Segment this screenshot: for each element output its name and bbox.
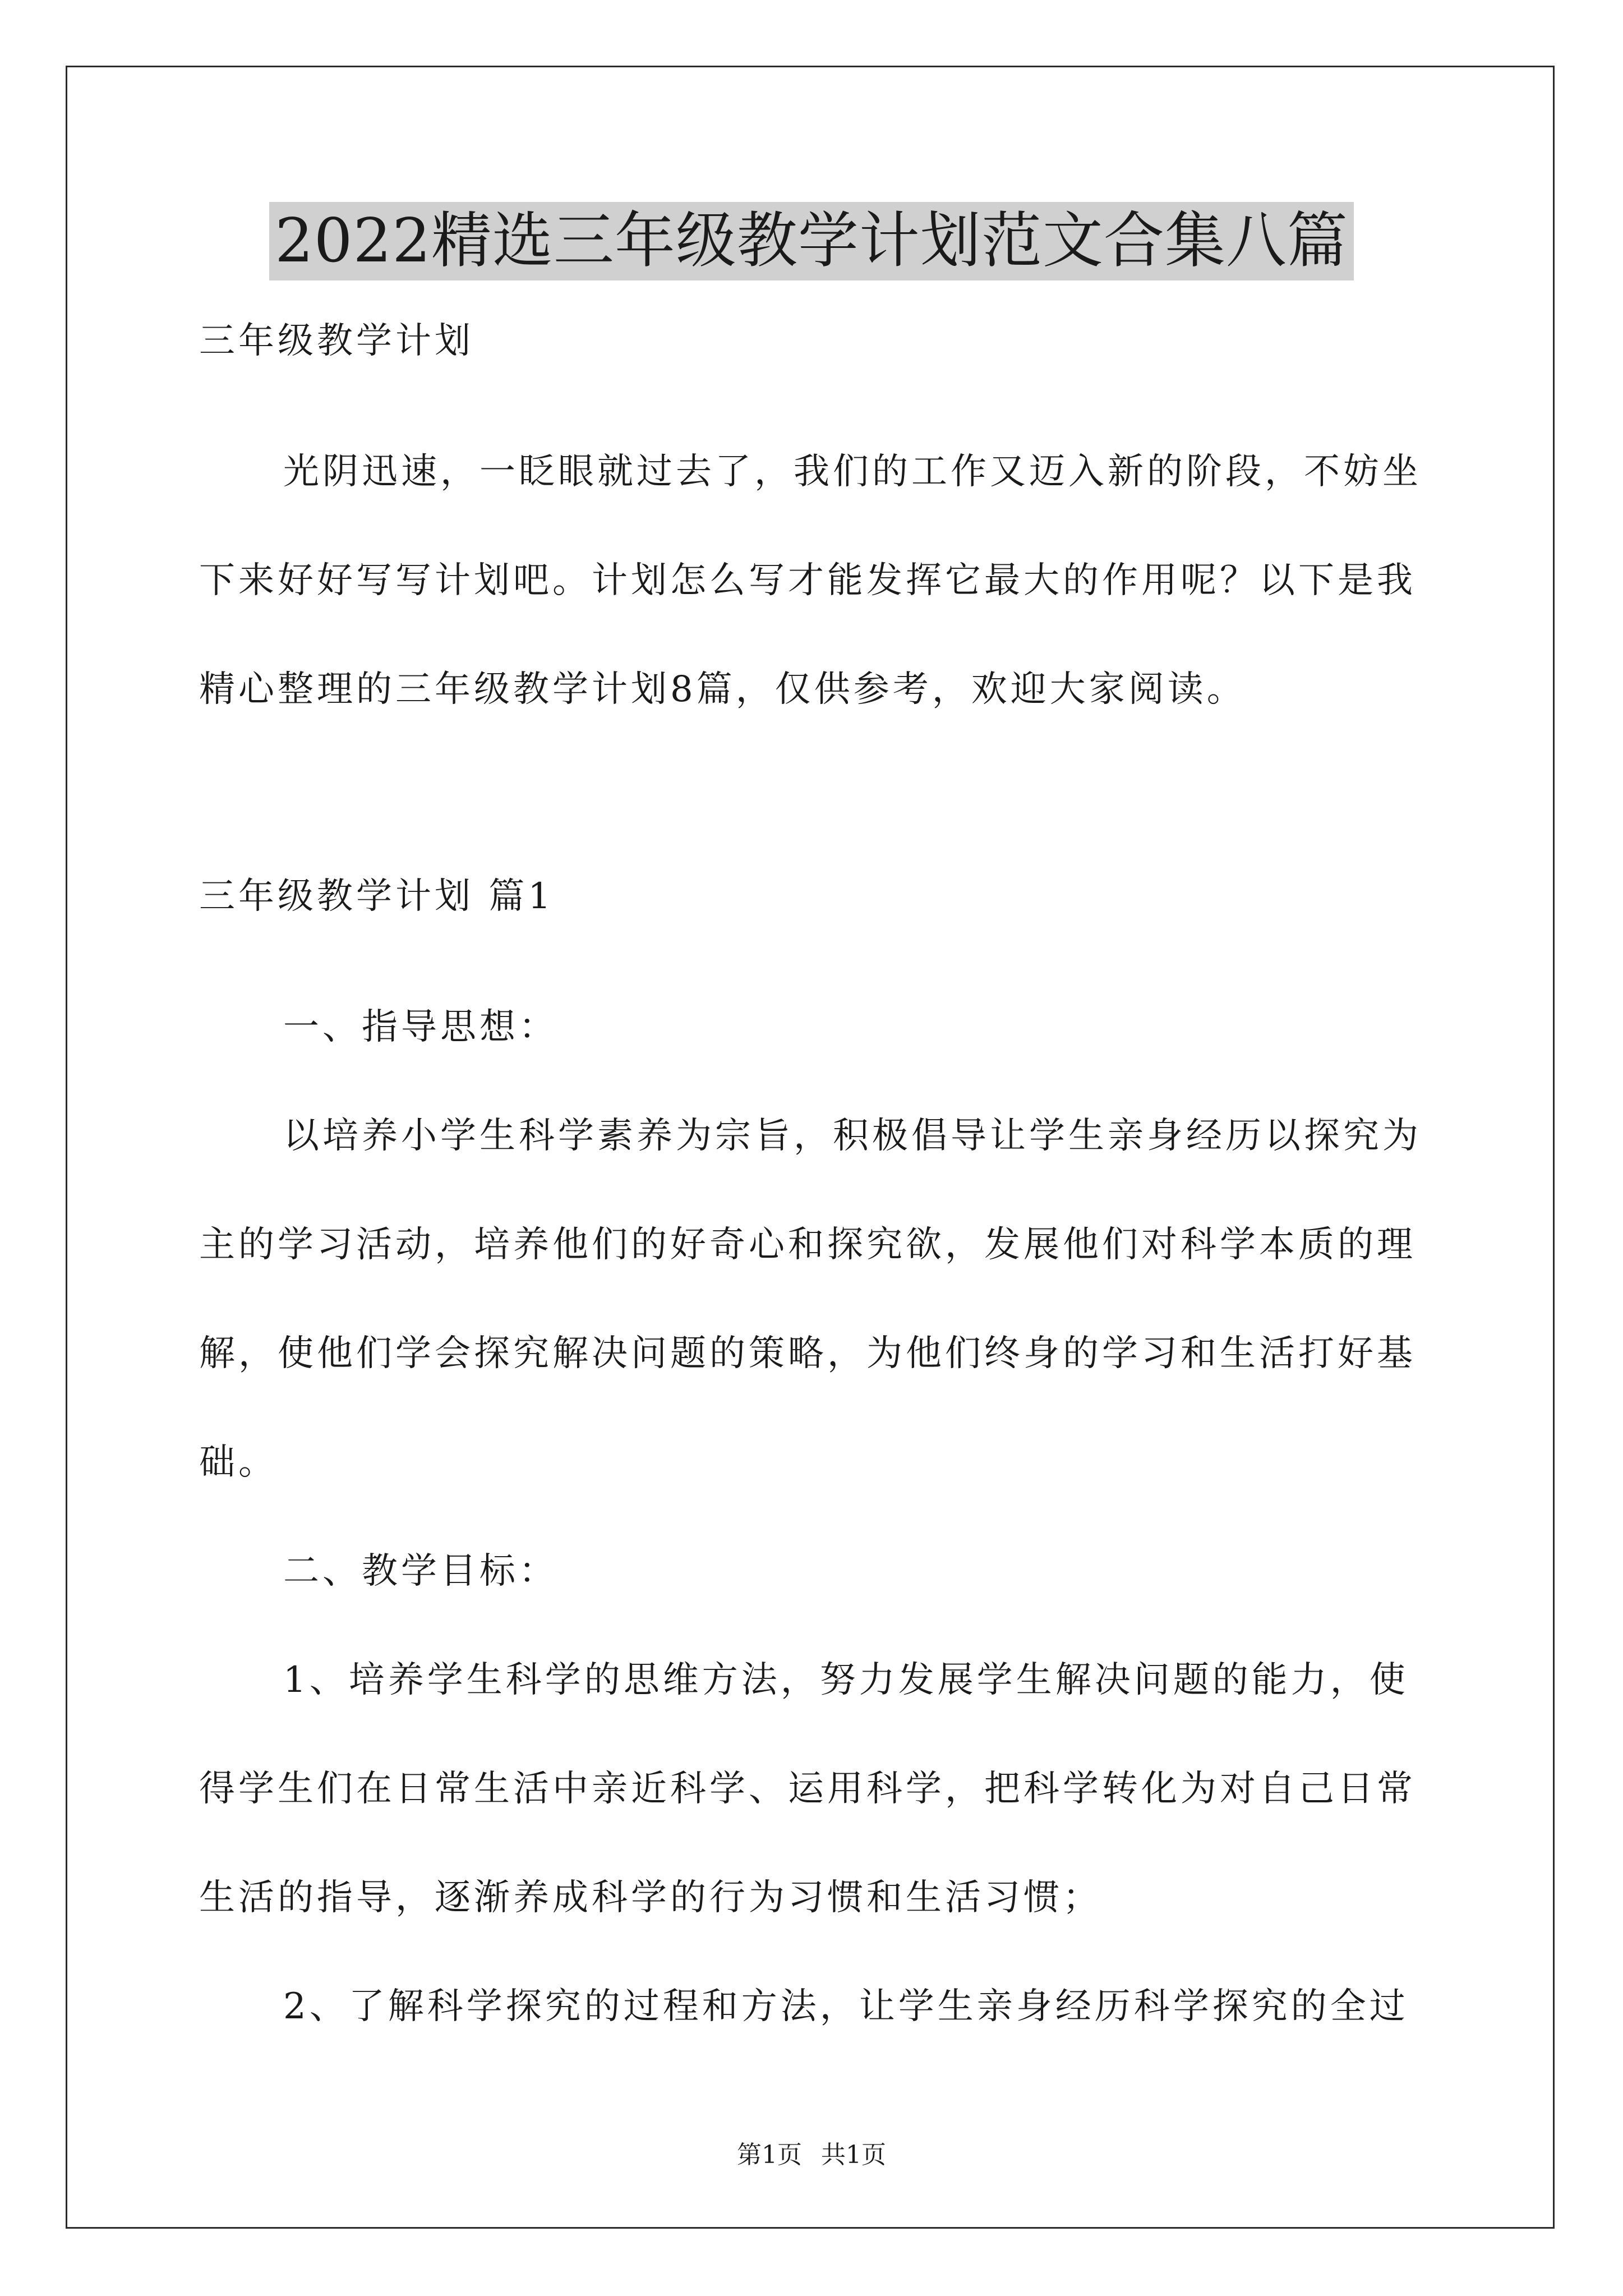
page-footer [0,2134,1623,2170]
spacer [199,923,1424,973]
section-heading: 三年级教学计划 篇1 [199,876,555,917]
guiding-thought-paragraph: 以培养小学生科学素养为宗旨，积极倡导让学生亲身经历以探究为主的学习活动，培养他们的好奇心和探究欲，发展他们对科学本质的理解，使他们学会探究解决问题的策略，为他们终身的学习和生活打好基础。 [199,1115,1422,1483]
document-heading: 三年级教学计划 [199,320,474,362]
intro-paragraph: 光阴迅速，一眨眼就过去了，我们的工作又迈入新的阶段，不妨坐下来好好写写计划吧。计划怎么写才能发挥它最大的作用呢？以下是我精心整理的三年级教学计划8篇，仅供参考，欢迎大家阅读。 [199,451,1422,710]
spacer [199,368,1424,417]
document-body [199,314,1424,2061]
page-total: 共1页 [821,2141,886,2169]
goal-item-2: 2、了解科学探究的过程和方法，让学生亲身经历科学探究的全过 [283,1986,1409,2027]
spacer [199,744,1424,869]
subheading-teaching-goals: 二、教学目标： [283,1550,558,1592]
document-title: 2022精选三年级教学计划范文合集八篇 [269,202,1354,280]
page-number: 第1页 [737,2141,802,2169]
title-area [0,202,1623,280]
subheading-guiding-thought: 一、指导思想： [283,1006,558,1048]
goal-item-1: 1、培养学生科学的思维方法，努力发展学生解决问题的能力，使得学生们在日常生活中亲近科学、运用科学，把科学转化为对自己日常生活的指导，逐渐养成科学的行为习惯和生活习惯； [199,1659,1416,1918]
